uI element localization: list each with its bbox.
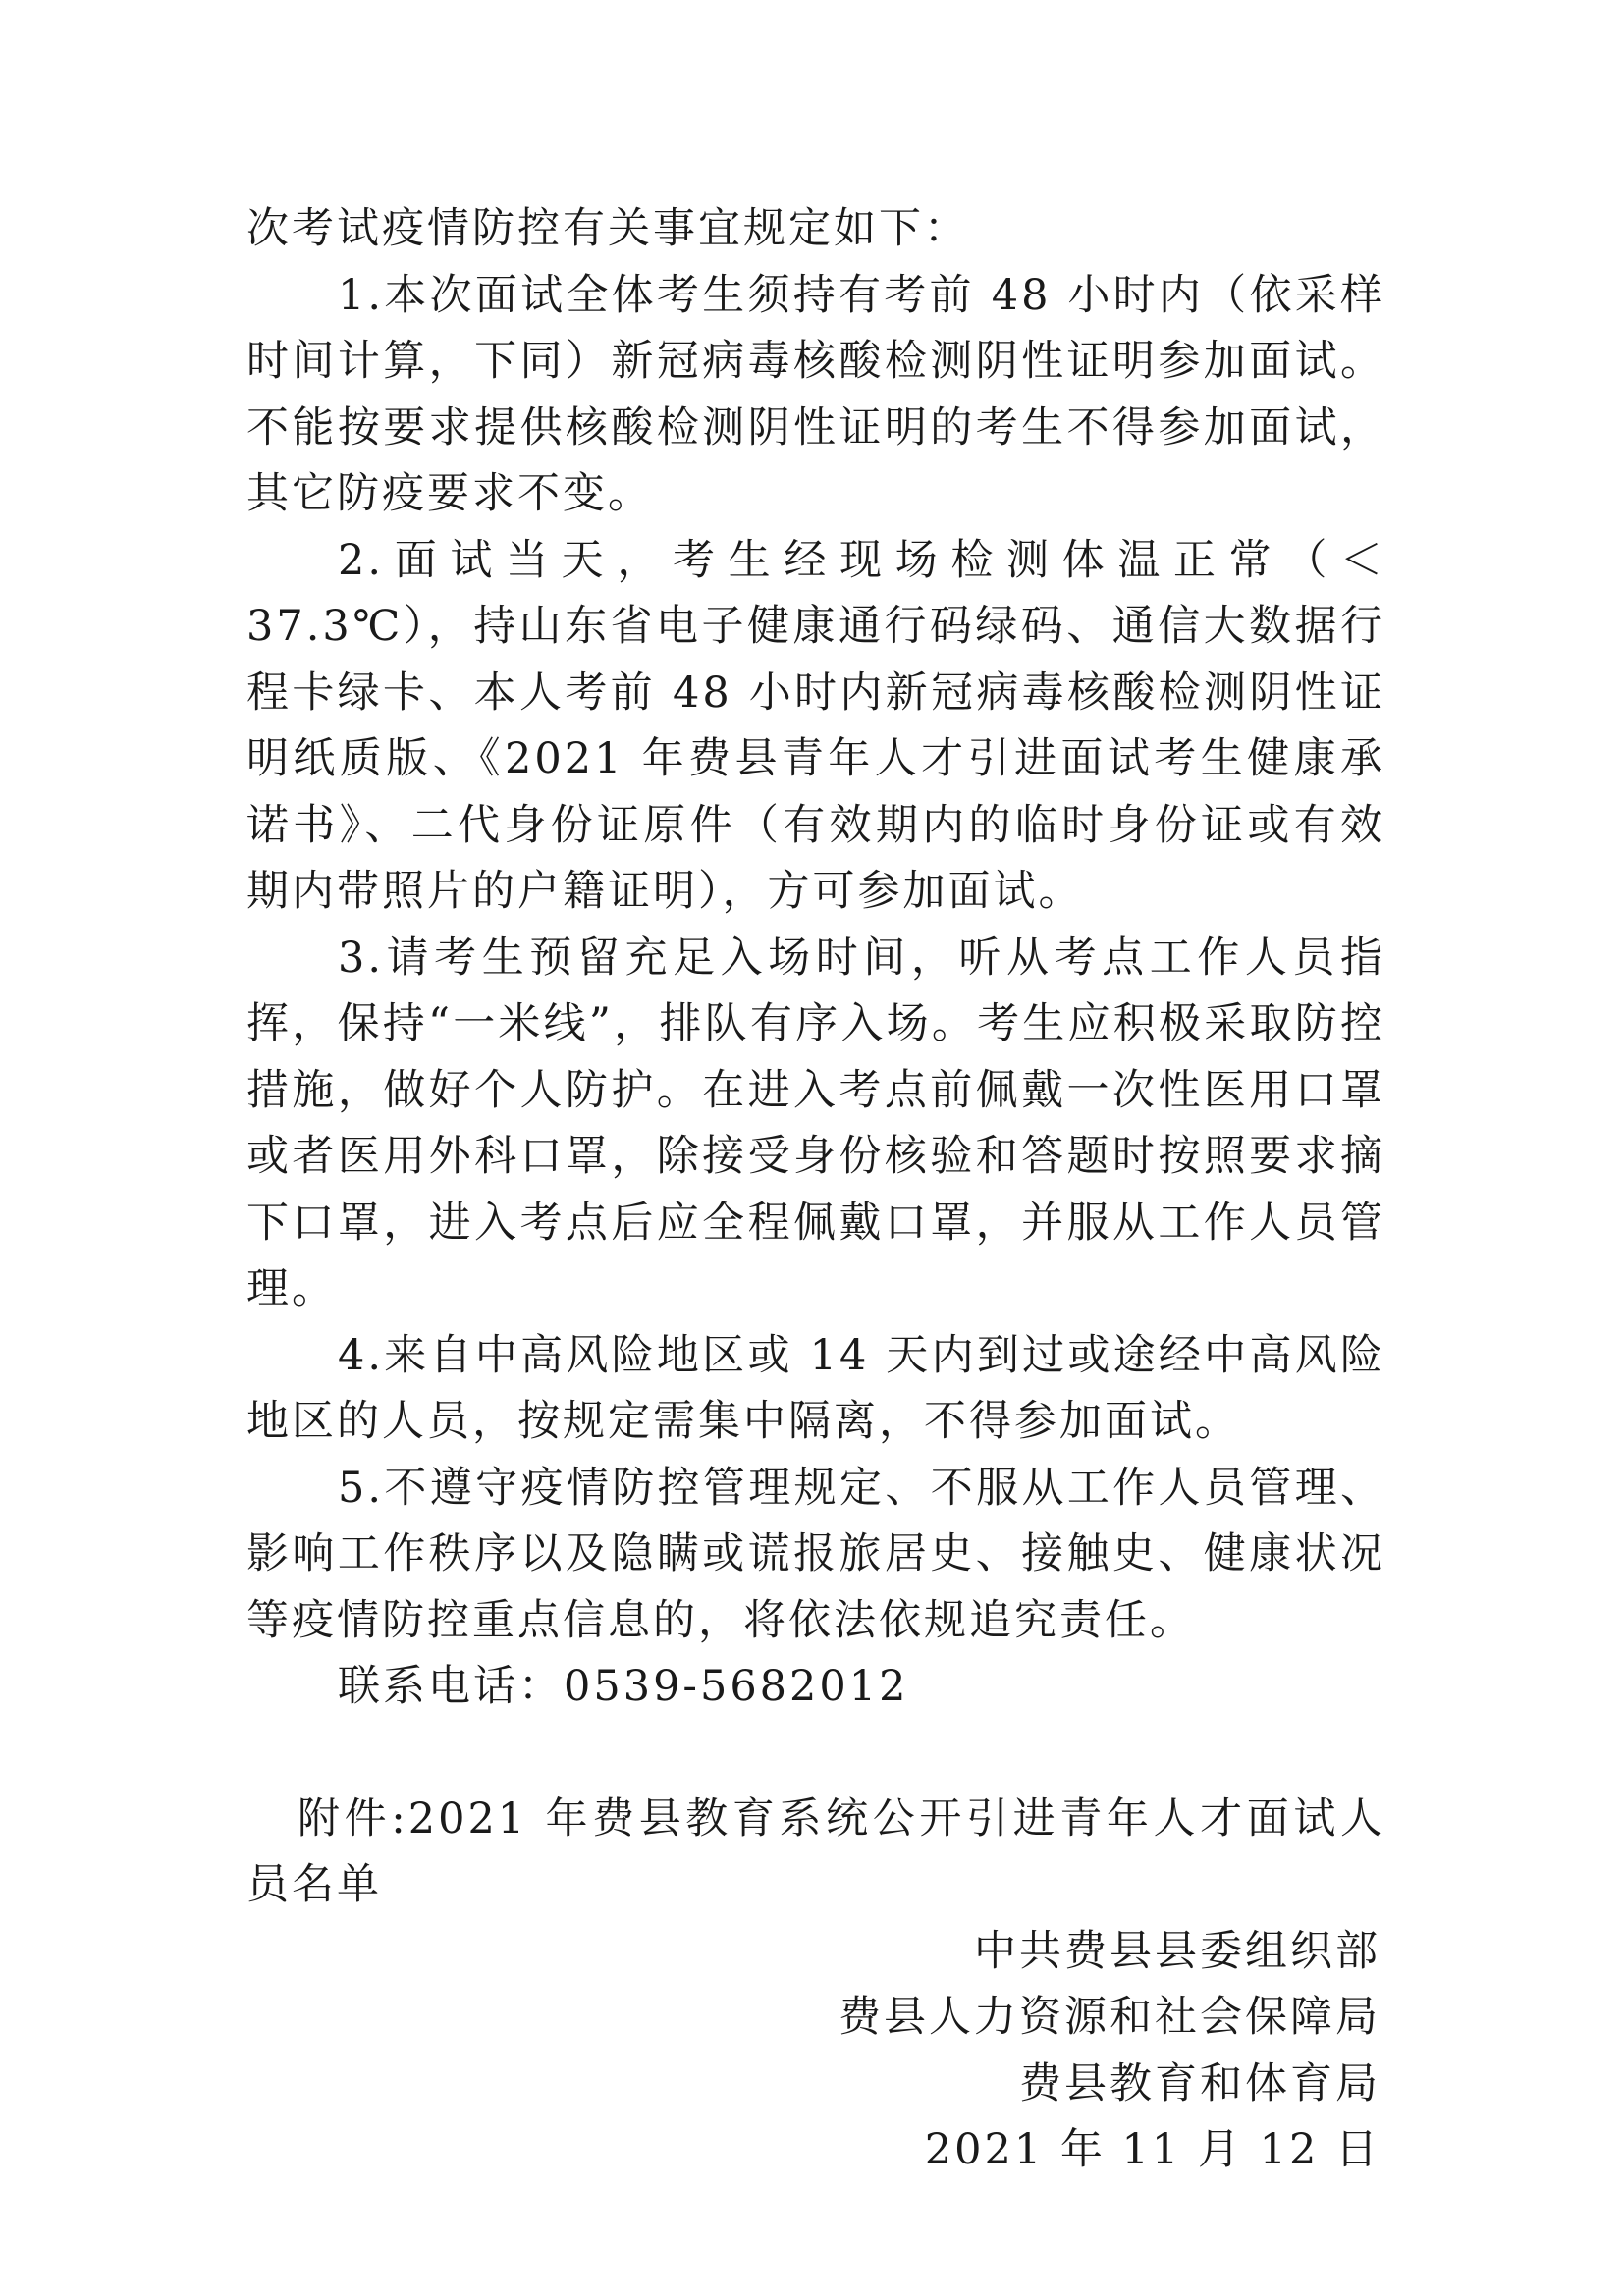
rule-item-5: 5.不遵守疫情防控管理规定、不服从工作人员管理、影响工作秩序以及隐瞒或谎报旅居史、接触史、健康状况等疫情防控重点信息的，将依法依规追究责任。 — [246, 1463, 1385, 1645]
rule-item-4: 4.来自中高风险地区或 14 天内到过或途经中高风险地区的人员，按规定需集中隔离，不得参加面试。 — [246, 1330, 1385, 1446]
document-body — [246, 196, 1385, 2184]
contact-phone: 联系电话：0539-5682012 — [338, 1662, 909, 1711]
rule-item-2: 2.面试当天，考生经现场检测体温正常（＜37.3℃），持山东省电子健康通行码绿码、通信大数据行程卡绿卡、本人考前 48 小时内新冠病毒核酸检测阴性证明纸质版、《2021 年费县青年人才引进面试考生健康承诺书》、二代身份证原件（有效期内的临时身份证或有效期内带照片的户籍证明），方可参加面试。 — [246, 535, 1385, 916]
signature-date: 2021 年 11 月 12 日 — [924, 2125, 1380, 2174]
rule-item-3: 3.请考生预留充足入场时间，听从考点工作人员指挥，保持“一米线”，排队有序入场。考生应积极采取防控措施，做好个人防护。在进入考点前佩戴一次性医用口罩或者医用外科口罩，除接受身份核验和答题时按照要求摘下口罩，进入考点后应全程佩戴口罩，并服从工作人员管理。 — [246, 933, 1385, 1313]
signature-org-2: 费县人力资源和社会保障局 — [839, 1993, 1380, 2042]
blank-line — [246, 1721, 1385, 1787]
signature-org-1: 中共费县县委组织部 — [974, 1926, 1380, 1976]
attachment-note: 附件:2021 年费县教育系统公开引进青年人才面试人员名单 — [246, 1793, 1385, 1909]
signature-org-3: 费县教育和体育局 — [1019, 2058, 1380, 2109]
intro-line: 次考试疫情防控有关事宜规定如下： — [246, 204, 969, 253]
rule-item-1: 1.本次面试全体考生须持有考前 48 小时内（依采样时间计算，下同）新冠病毒核酸检测阴性证明参加面试。不能按要求提供核酸检测阴性证明的考生不得参加面试，其它防疫要求不变。 — [246, 270, 1385, 518]
signature-block — [246, 1919, 1385, 2184]
